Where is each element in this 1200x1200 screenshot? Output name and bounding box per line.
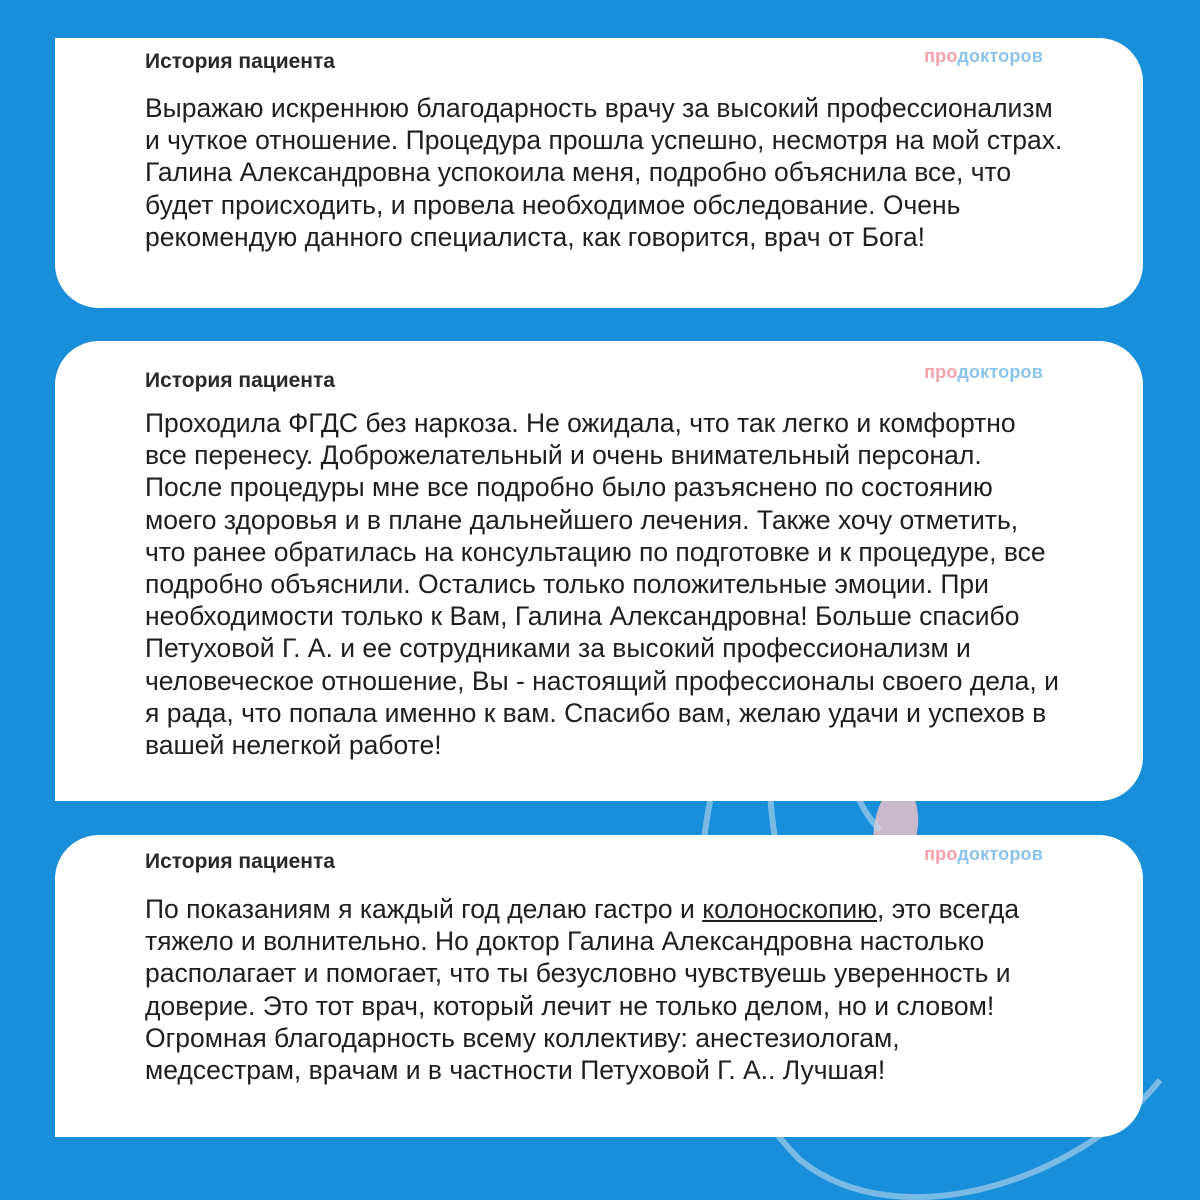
review-title: История пациента xyxy=(145,369,335,392)
review-text-part: , это всегда тяжело и волнительно. Но доктор Галина Александровна настолько располагает и помогает, что ты безусловно чувствуешь уверенность и доверие. Это тот врач, который лечит не только делом, но и словом! Огромная благодарность всему коллективу: анестезиологам, медсестрам, врачам и в частности Петуховой Г. А.. Лучшая! xyxy=(145,894,1020,1086)
review-body: Проходила ФГДС без наркоза. Не ожидала, что так легко и комфортно все перенесу. Доброжелательный и очень внимательный персонал. После процедуры мне все подробно было разъяснено по состоянию моего здоровья и в плане дальнейшего лечения. Также хочу отметить, что ранее обратилась на консультацию по подготовке и к процедуре, все подробно объяснили. Остались только положительные эмоции. При необходимости только к Вам, Галина Александровна! Больше спасибо Петуховой Г. А. и ее сотрудниками за высокий профессионализм и человеческое отношение, Вы - настоящий профессионалы своего дела, и я рада, что попала именно к вам. Спасибо вам, желаю удачи и успехов в вашей нелегкой работе! xyxy=(145,408,1059,761)
brand-pro: про xyxy=(924,844,958,864)
brand-pro: про xyxy=(924,46,958,66)
review-text xyxy=(145,407,1063,761)
review-body xyxy=(145,893,1063,1086)
prodoctorov-logo xyxy=(924,844,1043,865)
brand-doc: докторов xyxy=(957,362,1043,382)
review-title: История пациента xyxy=(145,50,335,73)
review-card-1 xyxy=(55,38,1143,308)
brand-doc: докторов xyxy=(957,844,1043,864)
review-title: История пациента xyxy=(145,850,335,873)
prodoctorov-logo xyxy=(924,46,1043,67)
review-text-part: По показаниям я каждый год делаю гастро и xyxy=(145,894,703,924)
prodoctorov-logo xyxy=(924,362,1043,383)
review-text xyxy=(145,92,1063,253)
review-text xyxy=(145,893,1063,1086)
brand-doc: докторов xyxy=(957,46,1043,66)
colonoscopy-link[interactable]: колоноскопию xyxy=(702,894,878,924)
review-body: Выражаю искреннюю благодарность врачу за высокий профессионализм и чуткое отношение. Процедура прошла успешно, несмотря на мой страх. Галина Александровна успокоила меня, подробно объяснила все, что будет происходить, и провела необходимое обследование. Очень рекомендую данного специалиста, как говорится, врач от Бога! xyxy=(145,93,1063,252)
review-card-3 xyxy=(55,835,1143,1137)
brand-pro: про xyxy=(924,362,958,382)
review-card-2 xyxy=(55,341,1143,801)
